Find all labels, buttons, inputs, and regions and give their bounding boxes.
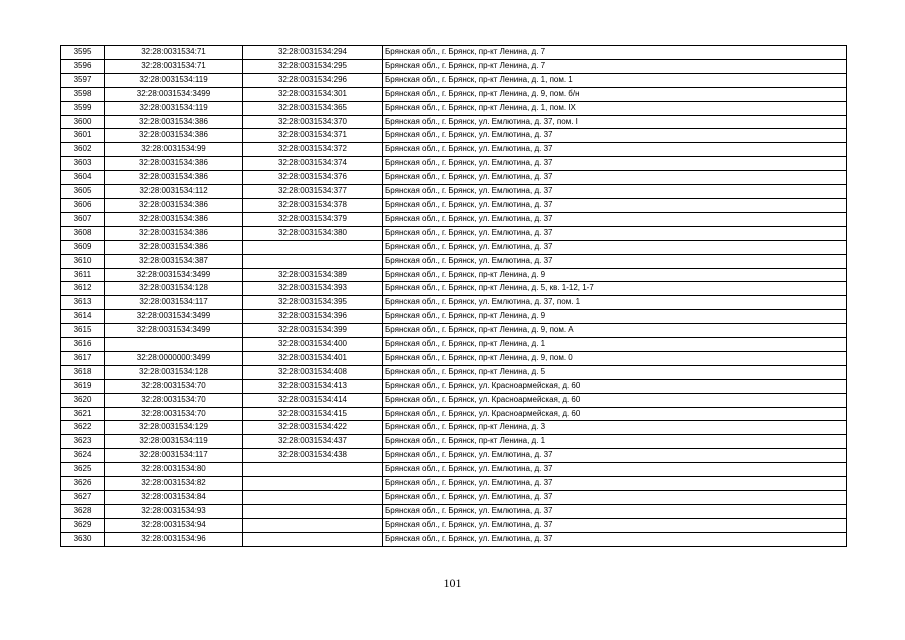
- parent-cadastral-number-cell: 32:28:0031534:70: [105, 393, 243, 407]
- cadastral-number-cell: [243, 477, 383, 491]
- address-cell: Брянская обл., г. Брянск, ул. Красноармейская, д. 60: [383, 393, 847, 407]
- row-number-cell: 3601: [61, 129, 105, 143]
- cadastral-number-cell: [243, 463, 383, 477]
- row-number-cell: 3616: [61, 338, 105, 352]
- parent-cadastral-number-cell: 32:28:0031534:117: [105, 296, 243, 310]
- cadastral-number-cell: 32:28:0031534:438: [243, 449, 383, 463]
- address-cell: Брянская обл., г. Брянск, ул. Емлютина, д. 37: [383, 171, 847, 185]
- table-row: [61, 338, 847, 352]
- parent-cadastral-number-cell: 32:28:0031534:71: [105, 59, 243, 73]
- row-number-cell: 3600: [61, 115, 105, 129]
- cadastral-number-cell: 32:28:0031534:295: [243, 59, 383, 73]
- address-cell: Брянская обл., г. Брянск, пр-кт Ленина, д. 1, пом. 1: [383, 73, 847, 87]
- address-cell: Брянская обл., г. Брянск, ул. Емлютина, д. 37: [383, 254, 847, 268]
- table-row: [61, 504, 847, 518]
- address-cell: Брянская обл., г. Брянск, ул. Емлютина, д. 37: [383, 185, 847, 199]
- cadastral-number-cell: 32:28:0031534:378: [243, 198, 383, 212]
- cadastral-number-cell: 32:28:0031534:413: [243, 379, 383, 393]
- row-number-cell: 3620: [61, 393, 105, 407]
- parent-cadastral-number-cell: 32:28:0031534:386: [105, 157, 243, 171]
- row-number-cell: 3611: [61, 268, 105, 282]
- cadastral-number-cell: 32:28:0031534:301: [243, 87, 383, 101]
- cadastral-number-cell: 32:28:0031534:401: [243, 351, 383, 365]
- address-cell: Брянская обл., г. Брянск, пр-кт Ленина, д. 5: [383, 365, 847, 379]
- row-number-cell: 3629: [61, 518, 105, 532]
- row-number-cell: 3597: [61, 73, 105, 87]
- table-row: [61, 129, 847, 143]
- row-number-cell: 3599: [61, 101, 105, 115]
- row-number-cell: 3602: [61, 143, 105, 157]
- table-row: [61, 171, 847, 185]
- address-cell: Брянская обл., г. Брянск, ул. Емлютина, д. 37: [383, 491, 847, 505]
- cadastral-number-cell: [243, 518, 383, 532]
- table-row: [61, 268, 847, 282]
- address-cell: Брянская обл., г. Брянск, ул. Емлютина, д. 37: [383, 226, 847, 240]
- address-cell: Брянская обл., г. Брянск, ул. Емлютина, д. 37: [383, 143, 847, 157]
- parent-cadastral-number-cell: 32:28:0031534:3499: [105, 310, 243, 324]
- parent-cadastral-number-cell: 32:28:0031534:117: [105, 449, 243, 463]
- address-cell: Брянская обл., г. Брянск, ул. Емлютина, д. 37, пом. I: [383, 115, 847, 129]
- table-row: [61, 115, 847, 129]
- table-row: [61, 421, 847, 435]
- parent-cadastral-number-cell: 32:28:0031534:93: [105, 504, 243, 518]
- table-row: [61, 532, 847, 546]
- cadastral-number-cell: 32:28:0031534:376: [243, 171, 383, 185]
- row-number-cell: 3596: [61, 59, 105, 73]
- parent-cadastral-number-cell: 32:28:0031534:386: [105, 226, 243, 240]
- row-number-cell: 3626: [61, 477, 105, 491]
- parent-cadastral-number-cell: 32:28:0031534:94: [105, 518, 243, 532]
- row-number-cell: 3622: [61, 421, 105, 435]
- parent-cadastral-number-cell: 32:28:0031534:99: [105, 143, 243, 157]
- parent-cadastral-number-cell: 32:28:0031534:119: [105, 101, 243, 115]
- address-cell: Брянская обл., г. Брянск, ул. Емлютина, д. 37: [383, 157, 847, 171]
- table-row: [61, 254, 847, 268]
- row-number-cell: 3609: [61, 240, 105, 254]
- table-row: [61, 157, 847, 171]
- table-row: [61, 282, 847, 296]
- parent-cadastral-number-cell: 32:28:0031534:128: [105, 365, 243, 379]
- page-number: 101: [443, 576, 462, 590]
- parent-cadastral-number-cell: 32:28:0031534:96: [105, 532, 243, 546]
- table-row: [61, 310, 847, 324]
- table-row: [61, 463, 847, 477]
- parent-cadastral-number-cell: 32:28:0031534:129: [105, 421, 243, 435]
- row-number-cell: 3623: [61, 435, 105, 449]
- address-cell: Брянская обл., г. Брянск, пр-кт Ленина, д. 9: [383, 268, 847, 282]
- parent-cadastral-number-cell: 32:28:0031534:3499: [105, 268, 243, 282]
- row-number-cell: 3614: [61, 310, 105, 324]
- address-cell: Брянская обл., г. Брянск, пр-кт Ленина, д. 9, пом. А: [383, 324, 847, 338]
- cadastral-number-cell: 32:28:0031534:365: [243, 101, 383, 115]
- row-number-cell: 3618: [61, 365, 105, 379]
- table-row: [61, 185, 847, 199]
- table-row: [61, 449, 847, 463]
- row-number-cell: 3625: [61, 463, 105, 477]
- address-cell: Брянская обл., г. Брянск, пр-кт Ленина, д. 1, пом. IX: [383, 101, 847, 115]
- address-cell: Брянская обл., г. Брянск, пр-кт Ленина, д. 5, кв. 1-12, 1-7: [383, 282, 847, 296]
- cadastral-number-cell: 32:28:0031534:414: [243, 393, 383, 407]
- table-row: [61, 351, 847, 365]
- parent-cadastral-number-cell: 32:28:0031534:386: [105, 198, 243, 212]
- table-row: [61, 240, 847, 254]
- cadastral-number-cell: 32:28:0031534:372: [243, 143, 383, 157]
- address-cell: Брянская обл., г. Брянск, ул. Емлютина, д. 37: [383, 240, 847, 254]
- row-number-cell: 3603: [61, 157, 105, 171]
- parent-cadastral-number-cell: 32:28:0031534:112: [105, 185, 243, 199]
- parent-cadastral-number-cell: 32:28:0031534:386: [105, 129, 243, 143]
- address-cell: Брянская обл., г. Брянск, ул. Емлютина, д. 37, пом. 1: [383, 296, 847, 310]
- parent-cadastral-number-cell: 32:28:0031534:386: [105, 240, 243, 254]
- cadastral-number-cell: 32:28:0031534:396: [243, 310, 383, 324]
- cadastral-number-cell: 32:28:0031534:400: [243, 338, 383, 352]
- cadastral-number-cell: 32:28:0031534:377: [243, 185, 383, 199]
- cadastral-table: [60, 45, 847, 547]
- address-cell: Брянская обл., г. Брянск, ул. Емлютина, д. 37: [383, 212, 847, 226]
- parent-cadastral-number-cell: 32:28:0031534:128: [105, 282, 243, 296]
- row-number-cell: 3615: [61, 324, 105, 338]
- row-number-cell: 3612: [61, 282, 105, 296]
- cadastral-number-cell: [243, 532, 383, 546]
- parent-cadastral-number-cell: 32:28:0031534:386: [105, 115, 243, 129]
- row-number-cell: 3605: [61, 185, 105, 199]
- parent-cadastral-number-cell: 32:28:0031534:70: [105, 407, 243, 421]
- table-row: [61, 226, 847, 240]
- parent-cadastral-number-cell: 32:28:0031534:84: [105, 491, 243, 505]
- cadastral-number-cell: 32:28:0031534:415: [243, 407, 383, 421]
- address-cell: Брянская обл., г. Брянск, ул. Красноармейская, д. 60: [383, 407, 847, 421]
- table-row: [61, 73, 847, 87]
- cadastral-number-cell: 32:28:0031534:379: [243, 212, 383, 226]
- address-cell: Брянская обл., г. Брянск, ул. Емлютина, д. 37: [383, 449, 847, 463]
- table-row: [61, 407, 847, 421]
- table-row: [61, 393, 847, 407]
- table-row: [61, 379, 847, 393]
- cadastral-number-cell: 32:28:0031534:399: [243, 324, 383, 338]
- cadastral-number-cell: [243, 254, 383, 268]
- parent-cadastral-number-cell: 32:28:0031534:80: [105, 463, 243, 477]
- address-cell: Брянская обл., г. Брянск, пр-кт Ленина, д. 3: [383, 421, 847, 435]
- row-number-cell: 3610: [61, 254, 105, 268]
- address-cell: Брянская обл., г. Брянск, ул. Емлютина, д. 37: [383, 477, 847, 491]
- row-number-cell: 3628: [61, 504, 105, 518]
- cadastral-number-cell: 32:28:0031534:296: [243, 73, 383, 87]
- parent-cadastral-number-cell: 32:28:0031534:119: [105, 73, 243, 87]
- address-cell: Брянская обл., г. Брянск, пр-кт Ленина, д. 1: [383, 435, 847, 449]
- table-row: [61, 491, 847, 505]
- table-row: [61, 324, 847, 338]
- parent-cadastral-number-cell: 32:28:0031534:71: [105, 46, 243, 60]
- row-number-cell: 3595: [61, 46, 105, 60]
- row-number-cell: 3607: [61, 212, 105, 226]
- parent-cadastral-number-cell: 32:28:0031534:387: [105, 254, 243, 268]
- cadastral-number-cell: 32:28:0031534:370: [243, 115, 383, 129]
- address-cell: Брянская обл., г. Брянск, ул. Емлютина, д. 37: [383, 532, 847, 546]
- table-row: [61, 198, 847, 212]
- cadastral-number-cell: 32:28:0031534:371: [243, 129, 383, 143]
- address-cell: Брянская обл., г. Брянск, пр-кт Ленина, д. 7: [383, 59, 847, 73]
- address-cell: Брянская обл., г. Брянск, пр-кт Ленина, д. 1: [383, 338, 847, 352]
- address-cell: Брянская обл., г. Брянск, ул. Емлютина, д. 37: [383, 129, 847, 143]
- cadastral-number-cell: 32:28:0031534:294: [243, 46, 383, 60]
- table-row: [61, 46, 847, 60]
- parent-cadastral-number-cell: 32:28:0031534:3499: [105, 324, 243, 338]
- row-number-cell: 3630: [61, 532, 105, 546]
- cadastral-number-cell: 32:28:0031534:408: [243, 365, 383, 379]
- table-row: [61, 101, 847, 115]
- table-row: [61, 212, 847, 226]
- address-cell: Брянская обл., г. Брянск, пр-кт Ленина, д. 9, пом. 0: [383, 351, 847, 365]
- row-number-cell: 3606: [61, 198, 105, 212]
- cadastral-number-cell: [243, 240, 383, 254]
- table-row: [61, 435, 847, 449]
- address-cell: Брянская обл., г. Брянск, ул. Емлютина, д. 37: [383, 518, 847, 532]
- row-number-cell: 3619: [61, 379, 105, 393]
- table-body: [61, 46, 847, 547]
- row-number-cell: 3624: [61, 449, 105, 463]
- parent-cadastral-number-cell: 32:28:0031534:3499: [105, 87, 243, 101]
- address-cell: Брянская обл., г. Брянск, пр-кт Ленина, д. 7: [383, 46, 847, 60]
- cadastral-number-cell: 32:28:0031534:395: [243, 296, 383, 310]
- address-cell: Брянская обл., г. Брянск, ул. Емлютина, д. 37: [383, 504, 847, 518]
- parent-cadastral-number-cell: 32:28:0000000:3499: [105, 351, 243, 365]
- table-row: [61, 296, 847, 310]
- address-cell: Брянская обл., г. Брянск, ул. Емлютина, д. 37: [383, 198, 847, 212]
- table-row: [61, 477, 847, 491]
- address-cell: Брянская обл., г. Брянск, ул. Емлютина, д. 37: [383, 463, 847, 477]
- row-number-cell: 3613: [61, 296, 105, 310]
- row-number-cell: 3621: [61, 407, 105, 421]
- cadastral-number-cell: [243, 504, 383, 518]
- table-row: [61, 143, 847, 157]
- cadastral-number-cell: 32:28:0031534:422: [243, 421, 383, 435]
- address-cell: Брянская обл., г. Брянск, ул. Красноармейская, д. 60: [383, 379, 847, 393]
- table-row: [61, 518, 847, 532]
- row-number-cell: 3604: [61, 171, 105, 185]
- table-row: [61, 87, 847, 101]
- cadastral-number-cell: 32:28:0031534:380: [243, 226, 383, 240]
- address-cell: Брянская обл., г. Брянск, пр-кт Ленина, д. 9, пом. б/н: [383, 87, 847, 101]
- parent-cadastral-number-cell: 32:28:0031534:119: [105, 435, 243, 449]
- table-row: [61, 365, 847, 379]
- parent-cadastral-number-cell: 32:28:0031534:82: [105, 477, 243, 491]
- row-number-cell: 3608: [61, 226, 105, 240]
- cadastral-number-cell: 32:28:0031534:437: [243, 435, 383, 449]
- row-number-cell: 3627: [61, 491, 105, 505]
- row-number-cell: 3617: [61, 351, 105, 365]
- cadastral-number-cell: 32:28:0031534:393: [243, 282, 383, 296]
- cadastral-number-cell: 32:28:0031534:389: [243, 268, 383, 282]
- parent-cadastral-number-cell: 32:28:0031534:386: [105, 212, 243, 226]
- parent-cadastral-number-cell: 32:28:0031534:70: [105, 379, 243, 393]
- parent-cadastral-number-cell: [105, 338, 243, 352]
- address-cell: Брянская обл., г. Брянск, пр-кт Ленина, д. 9: [383, 310, 847, 324]
- cadastral-number-cell: [243, 491, 383, 505]
- table-row: [61, 59, 847, 73]
- row-number-cell: 3598: [61, 87, 105, 101]
- cadastral-number-cell: 32:28:0031534:374: [243, 157, 383, 171]
- parent-cadastral-number-cell: 32:28:0031534:386: [105, 171, 243, 185]
